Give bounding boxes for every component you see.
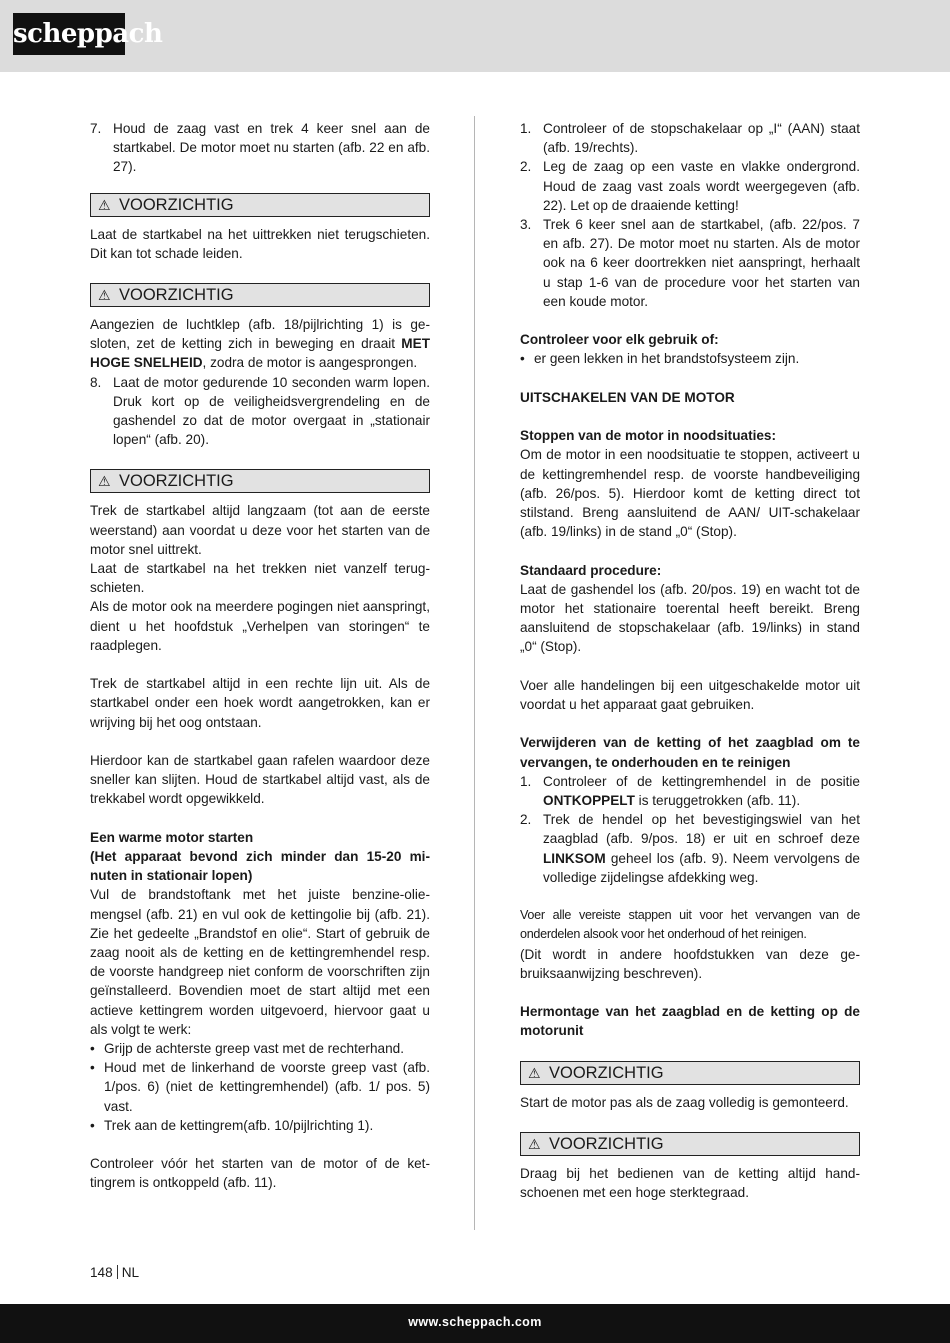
warning-icon: ⚠ bbox=[98, 287, 111, 304]
bullet-text: Houd met de linkerhand de voorste greep vast (afb. 1/pos. 6) (niet de kettingremhendel) (afb. 1/ pos. 5) vast. bbox=[104, 1060, 430, 1114]
paragraph: Voer alle vereiste stappen uit voor het vervangen van de onderdelen alsook voor het onderhoud of het reinigen. bbox=[520, 908, 860, 942]
caution-text: Laat de startkabel na het uittrekken niet terugschieten. Dit kan tot schade leiden. bbox=[90, 226, 430, 261]
paragraph: Om de motor in een noodsituatie te stoppen, activeert u de kettingremhendel resp. de voorste handbeveiliging (afb. 26/pos. 5). Hierdoor komt de ketting direct tot stilstand. Breng aansluitend de AAN/ UIT-schakelaar (afb. 19/links) in de stand „0“ (Stop). bbox=[520, 447, 860, 540]
bold-text: ONTKOPPELT bbox=[543, 793, 635, 809]
section-heading: Controleer voor elk gebruik of: bbox=[520, 332, 719, 348]
text-segment: is teruggetrokken (afb. 11). bbox=[634, 793, 801, 809]
text-segment: Trek de hendel op het bevestigingswiel van het zaagblad (afb. 9/pos. 18) er uit en schroef deze bbox=[543, 812, 860, 847]
warning-icon: ⚠ bbox=[98, 473, 111, 490]
right-column bbox=[520, 119, 860, 1202]
step-8 bbox=[90, 373, 430, 450]
step-text: Laat de motor gedurende 10 seconden warm lopen. Druk kort op de veiligheidsvergrendeling en de gashendel zo dat de motor overgaat in „stationair lopen“ (afb. 20). bbox=[113, 374, 430, 448]
step-text: Leg de zaag op een vaste en vlakke ondergrond. Houd de zaag vast zoals wordt weergegeven (afb. 22). Let op de draaiende ketting! bbox=[543, 159, 860, 213]
text-segment: Controleer of de kettingremhendel in de positie bbox=[543, 773, 860, 789]
caution-label: VOORZICHTIG bbox=[119, 195, 234, 214]
bullet-item: • Trek aan de kettingrem(afb. 10/pijlrichting 1). bbox=[90, 1117, 374, 1133]
bold-text: MET HOGE SNELHEID bbox=[90, 336, 430, 371]
step-7 bbox=[90, 119, 430, 177]
bullet-item: • Houd met de linkerhand de voorste greep vast (afb. 1/pos. 6) (niet de kettingremhendel) (afb. 1/ pos. 5) vast. bbox=[90, 1060, 430, 1114]
caution-text: Draag bij het bedienen van de ketting altijd handschoenen met een hoge sterktegraad. bbox=[520, 1165, 860, 1201]
website-link[interactable]: www.scheppach.com bbox=[408, 1315, 542, 1329]
section-subheading: (Het apparaat bevond zich minder dan 15-20 minuten in stationair lopen) bbox=[90, 849, 430, 884]
step-text: Trek 6 keer snel aan de startkabel, (afb. 22/pos. 7 en afb. 27). De motor moet nu starten. Als de motor ook na 6 keer doortrekken niet aanspringt, herhaalt u stap 1-6 van de procedure voor het starten van een koude motor. bbox=[543, 217, 860, 309]
bullet-text: er geen lekken in het brandstofsysteem zijn. bbox=[534, 351, 800, 367]
step-number: 1. bbox=[520, 773, 532, 789]
bullet-item: • er geen lekken in het brandstofsysteem zijn. bbox=[520, 351, 800, 367]
caution-label: VOORZICHTIG bbox=[119, 286, 234, 305]
section-heading: Verwijderen van de ketting of het zaagblad om te vervangen, te onderhouden en te reinigen bbox=[520, 735, 860, 770]
step-number: 1. bbox=[520, 121, 532, 136]
paragraph: Hierdoor kan de startkabel gaan rafelen waardoor deze sneller kan slijten. Houd de startkabel altijd vast, als de trekkabel wordt opgewikkeld. bbox=[90, 753, 430, 807]
left-column bbox=[90, 119, 430, 1193]
caution-text bbox=[90, 315, 430, 373]
warning-icon: ⚠ bbox=[98, 196, 111, 213]
step-number: 8. bbox=[90, 374, 102, 390]
paragraph: Laat de startkabel na het trekken niet vanzelf terugschieten. bbox=[90, 561, 430, 596]
caution-box bbox=[90, 193, 430, 217]
caution-box bbox=[520, 1061, 860, 1085]
bullet-item: • Grijp de achterste greep vast met de rechterhand. bbox=[90, 1041, 404, 1057]
paragraph: Voer alle handelingen bij een uitgeschakelde motor uit voordat u het apparaat gaat gebruiken. bbox=[520, 677, 860, 713]
text-segment: geheel los (afb. 9). Neem vervolgens de volledige zijdelingse afdekking weg. bbox=[543, 850, 860, 885]
section-heading: Stoppen van de motor in noodsituaties: bbox=[520, 428, 777, 444]
step-number: 2. bbox=[520, 159, 532, 175]
header-bar bbox=[0, 0, 950, 72]
step-1 bbox=[520, 119, 860, 157]
separator bbox=[117, 1265, 118, 1279]
section-heading: Hermontage van het zaagblad en de ketting op de motorunit bbox=[520, 1004, 860, 1039]
warning-icon: ⚠ bbox=[528, 1064, 541, 1081]
caution-box bbox=[90, 283, 430, 307]
page-number-value: 148 bbox=[90, 1265, 113, 1280]
paragraph: (Dit wordt in andere hoofdstukken van deze gebruiksaanwijzing beschreven). bbox=[520, 946, 860, 981]
paragraph: Als de motor ook na meerdere pogingen niet aanspringt, dient u het hoofdstuk „Verhelpen van storingen“ te raadplegen. bbox=[90, 599, 430, 653]
caution-box bbox=[90, 469, 430, 493]
step-number: 2. bbox=[520, 812, 532, 828]
paragraph: Trek de startkabel altijd in een rechte lijn uit. Als de startkabel onder een hoek wordt aangetrokken, kan er wrijving bij het oog ontstaan. bbox=[90, 676, 430, 730]
paragraph: Vul de brandstoftank met het juiste benzine-olie-mengsel (afb. 21) en vul ook de kettingolie bij (afb. 21). Zie het gedeelte „Brandstof en olie“. Start of gebruik de zaag nooit als de ketting en de kettingremhendel resp. de voorste handgreep niet conform de voorschriften zijn geïnstalleerd. Bovendien moet de start altijd met een actieve kettingrem worden uitgevoerd, hiervoor gaat u als volgt te werk: bbox=[90, 887, 430, 1037]
section-heading: Standaard procedure: bbox=[520, 562, 662, 578]
bullet-text: Trek aan de kettingrem(afb. 10/pijlrichting 1). bbox=[104, 1117, 374, 1133]
bullet-text: Grijp de achterste greep vast met de rechterhand. bbox=[104, 1041, 404, 1057]
paragraph: Laat de gashendel los (afb. 20/pos. 19) en wacht tot de motor het stationaire toerental heeft bereikt. Breng aansluitend de stopschakelaar (afb. 19/links) in stand „0“ (Stop). bbox=[520, 581, 860, 655]
caution-text: Start de motor pas als de zaag volledig is gemonteerd. bbox=[520, 1094, 849, 1110]
remove-step-1 bbox=[520, 772, 860, 810]
column-divider bbox=[474, 116, 475, 1230]
bold-text: LINKSOM bbox=[543, 850, 606, 866]
brand-logo: scheppach bbox=[13, 13, 125, 55]
step-text: Controleer of de stopschakelaar op „I“ (AAN) staat (afb. 19/rechts). bbox=[543, 121, 860, 156]
caution-box bbox=[520, 1132, 860, 1156]
text-segment: Aangezien de luchtklep (afb. 18/pijlrichting 1) is gesloten, zet de ketting zich in beweging en draait bbox=[90, 317, 430, 352]
footer-bar bbox=[0, 1304, 950, 1343]
remove-step-2 bbox=[520, 810, 860, 887]
warning-icon: ⚠ bbox=[528, 1135, 541, 1152]
caution-label: VOORZICHTIG bbox=[549, 1063, 664, 1082]
step-number: 7. bbox=[90, 121, 102, 136]
step-3 bbox=[520, 215, 860, 311]
text-segment: , zodra de motor is aangesprongen. bbox=[202, 355, 418, 371]
caution-label: VOORZICHTIG bbox=[119, 472, 234, 491]
step-text: Houd de zaag vast en trek 4 keer snel aan de startkabel. De motor moet nu starten (afb. 22 en afb. 27). bbox=[113, 121, 430, 175]
language-code: NL bbox=[121, 1265, 140, 1280]
paragraph: Controleer vóór het starten van de motor of de kettingrem is ontkoppeld (afb. 11). bbox=[90, 1156, 430, 1191]
page-number bbox=[90, 1265, 139, 1280]
step-2 bbox=[520, 157, 860, 215]
section-heading: UITSCHAKELEN VAN DE MOTOR bbox=[520, 389, 735, 405]
caution-label: VOORZICHTIG bbox=[549, 1134, 664, 1153]
section-heading: Een warme motor starten bbox=[90, 829, 254, 845]
step-number: 3. bbox=[520, 217, 532, 233]
paragraph: Trek de startkabel altijd langzaam (tot aan de eerste weerstand) aan voordat u deze voor het starten van de motor snel uittrekt. bbox=[90, 503, 430, 557]
